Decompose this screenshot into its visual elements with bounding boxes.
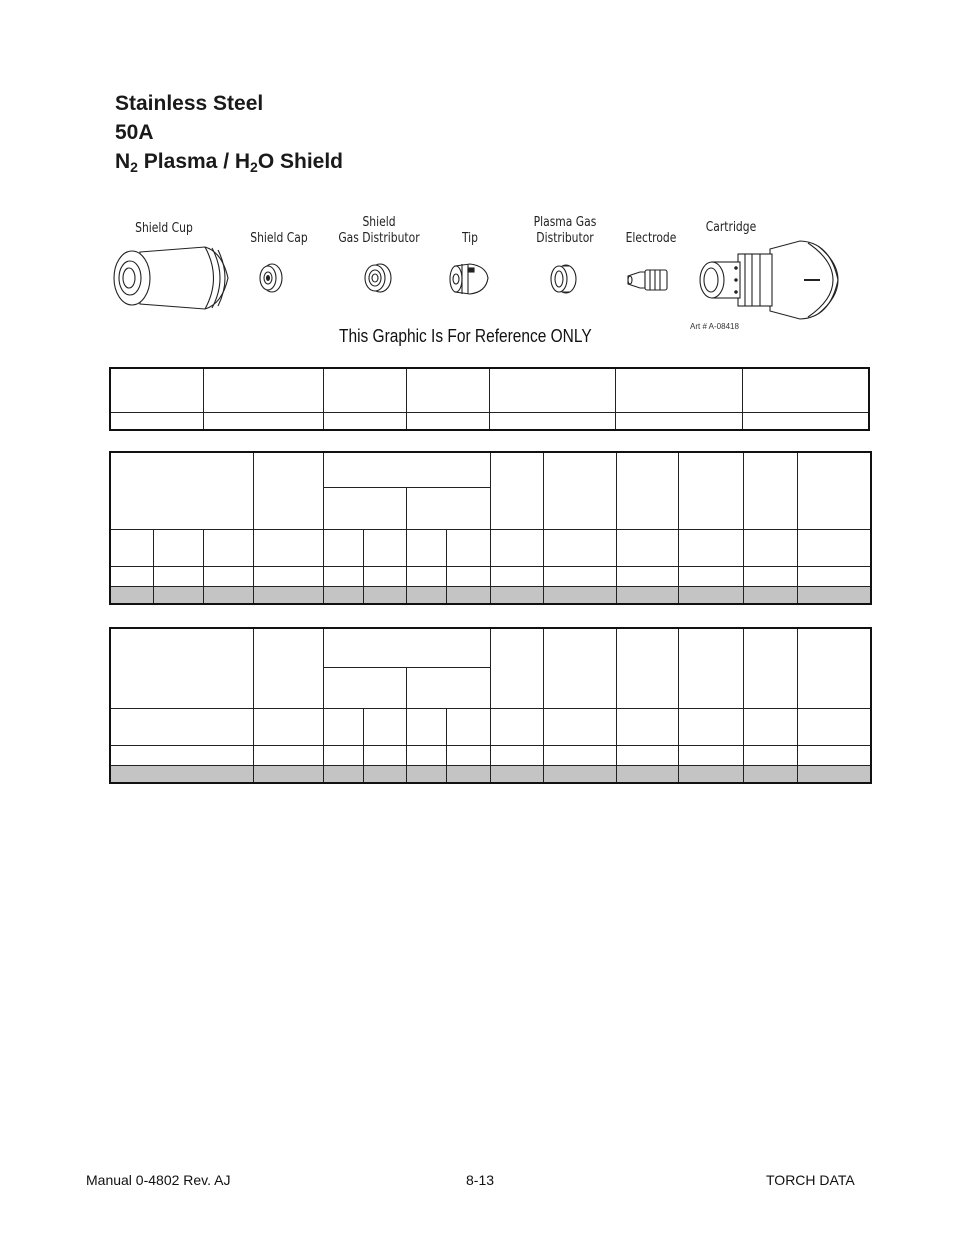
title-material: Stainless Steel [115, 92, 264, 115]
table-cut-chart-metric [109, 451, 872, 605]
title-current: 50A [115, 121, 154, 144]
footer-page-number: 8-13 [466, 1172, 495, 1188]
electrode-icon [628, 270, 667, 290]
label-shield-cup: Shield Cup [135, 221, 193, 236]
label-cartridge: Cartridge [705, 220, 757, 235]
table-row [110, 586, 871, 604]
table-row [110, 452, 871, 487]
table-row [110, 529, 871, 566]
shield-cup-icon [114, 247, 228, 309]
tip-icon [450, 264, 488, 294]
label-plasma-gas-distributor: Plasma Gas Distributor [533, 215, 597, 246]
shield-gas-distributor-icon [365, 264, 391, 292]
reference-note: This Graphic Is For Reference ONLY [339, 326, 592, 346]
parts-illustration [0, 0, 954, 360]
shield-cap-icon [260, 264, 282, 292]
table-row [110, 628, 871, 667]
art-number: Art # A-08418 [690, 322, 739, 331]
table-row [110, 745, 871, 765]
label-electrode: Electrode [625, 231, 677, 246]
footer-manual: Manual 0-4802 Rev. AJ [86, 1172, 231, 1188]
plasma-gas-distributor-icon [551, 265, 576, 293]
label-shield-cap: Shield Cap [250, 231, 308, 246]
title-gases: $N_2$ Plasma / $H_2O$ Shield [115, 150, 344, 175]
table-row [110, 566, 871, 586]
table-row [110, 708, 871, 745]
footer-section: TORCH DATA [766, 1172, 855, 1188]
cartridge-icon [700, 241, 838, 319]
table-part-numbers [109, 367, 870, 431]
table-cut-chart-english [109, 627, 872, 784]
label-shield-gas-distributor: Shield Gas Distributor [338, 215, 420, 246]
table-row [110, 412, 869, 430]
table-row [110, 368, 869, 412]
label-tip: Tip [461, 231, 479, 246]
table-row [110, 765, 871, 783]
